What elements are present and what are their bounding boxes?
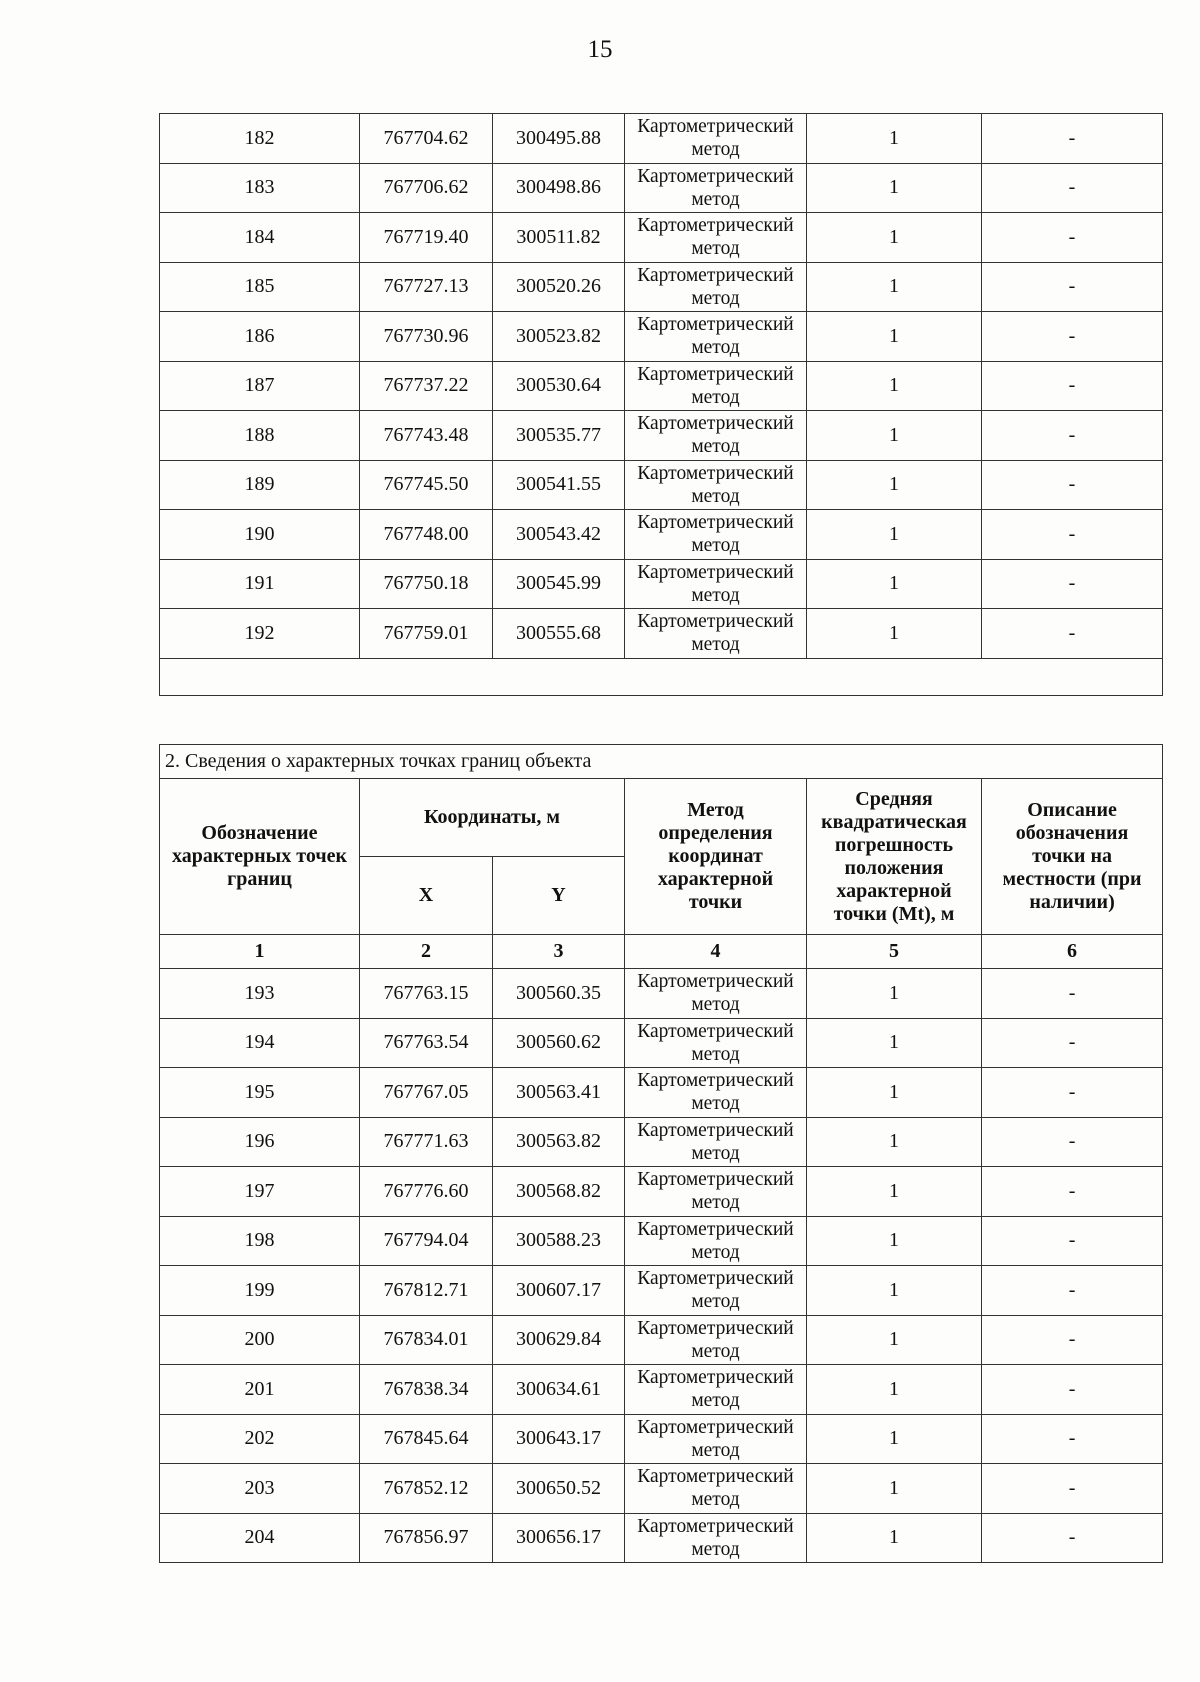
- x-cell: 767852.12: [360, 1464, 493, 1514]
- table-row: [160, 312, 1163, 362]
- point-cell: 187: [160, 361, 360, 411]
- point-cell: 183: [160, 163, 360, 213]
- mt-cell: 1: [807, 1266, 982, 1316]
- method-cell: Картометрический метод: [625, 1117, 807, 1167]
- mt-cell: 1: [807, 1068, 982, 1118]
- method-cell: Картометрический метод: [625, 1216, 807, 1266]
- x-cell: 767763.15: [360, 969, 493, 1019]
- description-cell: -: [982, 1414, 1163, 1464]
- y-cell: 300520.26: [493, 262, 625, 312]
- method-cell: Картометрический метод: [625, 1464, 807, 1514]
- description-cell: -: [982, 114, 1163, 164]
- description-cell: -: [982, 1266, 1163, 1316]
- method-cell: Картометрический метод: [625, 1365, 807, 1415]
- x-cell: 767834.01: [360, 1315, 493, 1365]
- method-cell: Картометрический метод: [625, 312, 807, 362]
- table-row: [160, 213, 1163, 263]
- table2-body: [160, 969, 1163, 1563]
- x-cell: 767812.71: [360, 1266, 493, 1316]
- y-cell: 300656.17: [493, 1513, 625, 1563]
- method-cell: Картометрический метод: [625, 510, 807, 560]
- description-cell: -: [982, 1167, 1163, 1217]
- point-cell: 188: [160, 411, 360, 461]
- description-cell: -: [982, 609, 1163, 659]
- point-cell: 195: [160, 1068, 360, 1118]
- mt-cell: 1: [807, 559, 982, 609]
- y-cell: 300511.82: [493, 213, 625, 263]
- column-number: 2: [360, 935, 493, 969]
- header-error: Средняя квадратическая погрешность положения характерной точки (Mt), м: [807, 779, 982, 935]
- y-cell: 300560.35: [493, 969, 625, 1019]
- point-cell: 197: [160, 1167, 360, 1217]
- description-cell: -: [982, 1365, 1163, 1415]
- table-row: [160, 262, 1163, 312]
- y-cell: 300541.55: [493, 460, 625, 510]
- column-number: 4: [625, 935, 807, 969]
- point-cell: 191: [160, 559, 360, 609]
- point-cell: 190: [160, 510, 360, 560]
- table-row: [160, 460, 1163, 510]
- method-cell: Картометрический метод: [625, 213, 807, 263]
- mt-cell: 1: [807, 262, 982, 312]
- description-cell: -: [982, 559, 1163, 609]
- method-cell: Картометрический метод: [625, 1018, 807, 1068]
- point-cell: 194: [160, 1018, 360, 1068]
- y-cell: 300535.77: [493, 411, 625, 461]
- mt-cell: 1: [807, 1117, 982, 1167]
- x-cell: 767838.34: [360, 1365, 493, 1415]
- method-cell: Картометрический метод: [625, 1266, 807, 1316]
- point-cell: 185: [160, 262, 360, 312]
- page-number: 15: [587, 36, 613, 63]
- x-cell: 767759.01: [360, 609, 493, 659]
- mt-cell: 1: [807, 213, 982, 263]
- header-description: Описание обозначения точки на местности (при наличии): [982, 779, 1163, 935]
- x-cell: 767743.48: [360, 411, 493, 461]
- mt-cell: 1: [807, 1018, 982, 1068]
- header-x: X: [360, 857, 493, 935]
- table-row: [160, 1216, 1163, 1266]
- table-row: [160, 1414, 1163, 1464]
- x-cell: 767730.96: [360, 312, 493, 362]
- x-cell: 767750.18: [360, 559, 493, 609]
- method-cell: Картометрический метод: [625, 1315, 807, 1365]
- method-cell: Картометрический метод: [625, 163, 807, 213]
- point-cell: 203: [160, 1464, 360, 1514]
- description-cell: -: [982, 1216, 1163, 1266]
- description-cell: -: [982, 1117, 1163, 1167]
- column-number: 3: [493, 935, 625, 969]
- description-cell: -: [982, 1068, 1163, 1118]
- boundary-points-table: [159, 744, 1163, 1563]
- boundary-points-table-continued: [159, 113, 1163, 696]
- description-cell: -: [982, 361, 1163, 411]
- mt-cell: 1: [807, 114, 982, 164]
- table-row: [160, 510, 1163, 560]
- method-cell: Картометрический метод: [625, 114, 807, 164]
- method-cell: Картометрический метод: [625, 1167, 807, 1217]
- mt-cell: 1: [807, 1216, 982, 1266]
- mt-cell: 1: [807, 1513, 982, 1563]
- description-cell: -: [982, 510, 1163, 560]
- x-cell: 767706.62: [360, 163, 493, 213]
- description-cell: -: [982, 312, 1163, 362]
- method-cell: Картометрический метод: [625, 1513, 807, 1563]
- method-cell: Картометрический метод: [625, 460, 807, 510]
- table-row: [160, 559, 1163, 609]
- y-cell: 300555.68: [493, 609, 625, 659]
- point-cell: 196: [160, 1117, 360, 1167]
- method-cell: Картометрический метод: [625, 559, 807, 609]
- table-row: [160, 361, 1163, 411]
- table-row: [160, 1315, 1163, 1365]
- y-cell: 300523.82: [493, 312, 625, 362]
- y-cell: 300607.17: [493, 1266, 625, 1316]
- description-cell: -: [982, 1018, 1163, 1068]
- table-row: [160, 969, 1163, 1019]
- table-row: [160, 1018, 1163, 1068]
- table-row: [160, 1266, 1163, 1316]
- method-cell: Картометрический метод: [625, 361, 807, 411]
- y-cell: 300568.82: [493, 1167, 625, 1217]
- point-cell: 193: [160, 969, 360, 1019]
- y-cell: 300495.88: [493, 114, 625, 164]
- x-cell: 767745.50: [360, 460, 493, 510]
- table-row: [160, 1464, 1163, 1514]
- point-cell: 182: [160, 114, 360, 164]
- table-row: [160, 163, 1163, 213]
- table1-empty-row: [160, 658, 1163, 695]
- mt-cell: 1: [807, 460, 982, 510]
- point-cell: 202: [160, 1414, 360, 1464]
- x-cell: 767704.62: [360, 114, 493, 164]
- y-cell: 300543.42: [493, 510, 625, 560]
- mt-cell: 1: [807, 1365, 982, 1415]
- mt-cell: 1: [807, 510, 982, 560]
- y-cell: 300563.41: [493, 1068, 625, 1118]
- description-cell: -: [982, 213, 1163, 263]
- description-cell: -: [982, 460, 1163, 510]
- y-cell: 300650.52: [493, 1464, 625, 1514]
- x-cell: 767727.13: [360, 262, 493, 312]
- header-coordinates: Координаты, м: [360, 779, 625, 857]
- table-row: [160, 114, 1163, 164]
- mt-cell: 1: [807, 163, 982, 213]
- description-cell: -: [982, 411, 1163, 461]
- mt-cell: 1: [807, 609, 982, 659]
- table-title: 2. Сведения о характерных точках границ объекта: [160, 745, 1163, 779]
- x-cell: 767845.64: [360, 1414, 493, 1464]
- point-cell: 201: [160, 1365, 360, 1415]
- column-number: 6: [982, 935, 1163, 969]
- mt-cell: 1: [807, 1464, 982, 1514]
- method-cell: Картометрический метод: [625, 609, 807, 659]
- x-cell: 767776.60: [360, 1167, 493, 1217]
- method-cell: Картометрический метод: [625, 411, 807, 461]
- header-row-1: [160, 779, 1163, 857]
- table1-body: [160, 114, 1163, 659]
- description-cell: -: [982, 1315, 1163, 1365]
- description-cell: -: [982, 1464, 1163, 1514]
- table-row: [160, 1365, 1163, 1415]
- point-cell: 189: [160, 460, 360, 510]
- mt-cell: 1: [807, 361, 982, 411]
- table-title-row: [160, 745, 1163, 779]
- description-cell: -: [982, 969, 1163, 1019]
- table-row: [160, 1513, 1163, 1563]
- y-cell: 300588.23: [493, 1216, 625, 1266]
- mt-cell: 1: [807, 1315, 982, 1365]
- x-cell: 767794.04: [360, 1216, 493, 1266]
- empty-cell: [160, 658, 1163, 695]
- y-cell: 300560.62: [493, 1018, 625, 1068]
- y-cell: 300498.86: [493, 163, 625, 213]
- x-cell: 767737.22: [360, 361, 493, 411]
- x-cell: 767856.97: [360, 1513, 493, 1563]
- y-cell: 300530.64: [493, 361, 625, 411]
- y-cell: 300634.61: [493, 1365, 625, 1415]
- description-cell: -: [982, 262, 1163, 312]
- y-cell: 300643.17: [493, 1414, 625, 1464]
- y-cell: 300563.82: [493, 1117, 625, 1167]
- method-cell: Картометрический метод: [625, 969, 807, 1019]
- point-cell: 198: [160, 1216, 360, 1266]
- mt-cell: 1: [807, 969, 982, 1019]
- table-row: [160, 1117, 1163, 1167]
- header-point: Обозначение характерных точек границ: [160, 779, 360, 935]
- x-cell: 767771.63: [360, 1117, 493, 1167]
- method-cell: Картометрический метод: [625, 262, 807, 312]
- point-cell: 186: [160, 312, 360, 362]
- y-cell: 300545.99: [493, 559, 625, 609]
- table-row: [160, 1167, 1163, 1217]
- mt-cell: 1: [807, 411, 982, 461]
- column-number: 1: [160, 935, 360, 969]
- point-cell: 204: [160, 1513, 360, 1563]
- mt-cell: 1: [807, 1414, 982, 1464]
- table-row: [160, 609, 1163, 659]
- point-cell: 184: [160, 213, 360, 263]
- y-cell: 300629.84: [493, 1315, 625, 1365]
- x-cell: 767767.05: [360, 1068, 493, 1118]
- mt-cell: 1: [807, 312, 982, 362]
- point-cell: 200: [160, 1315, 360, 1365]
- x-cell: 767763.54: [360, 1018, 493, 1068]
- column-number: 5: [807, 935, 982, 969]
- table-row: [160, 411, 1163, 461]
- x-cell: 767719.40: [360, 213, 493, 263]
- description-cell: -: [982, 1513, 1163, 1563]
- x-cell: 767748.00: [360, 510, 493, 560]
- method-cell: Картометрический метод: [625, 1414, 807, 1464]
- point-cell: 192: [160, 609, 360, 659]
- header-y: Y: [493, 857, 625, 935]
- header-method: Метод определения координат характерной точки: [625, 779, 807, 935]
- description-cell: -: [982, 163, 1163, 213]
- method-cell: Картометрический метод: [625, 1068, 807, 1118]
- column-numbers-row: [160, 935, 1163, 969]
- mt-cell: 1: [807, 1167, 982, 1217]
- point-cell: 199: [160, 1266, 360, 1316]
- table-row: [160, 1068, 1163, 1118]
